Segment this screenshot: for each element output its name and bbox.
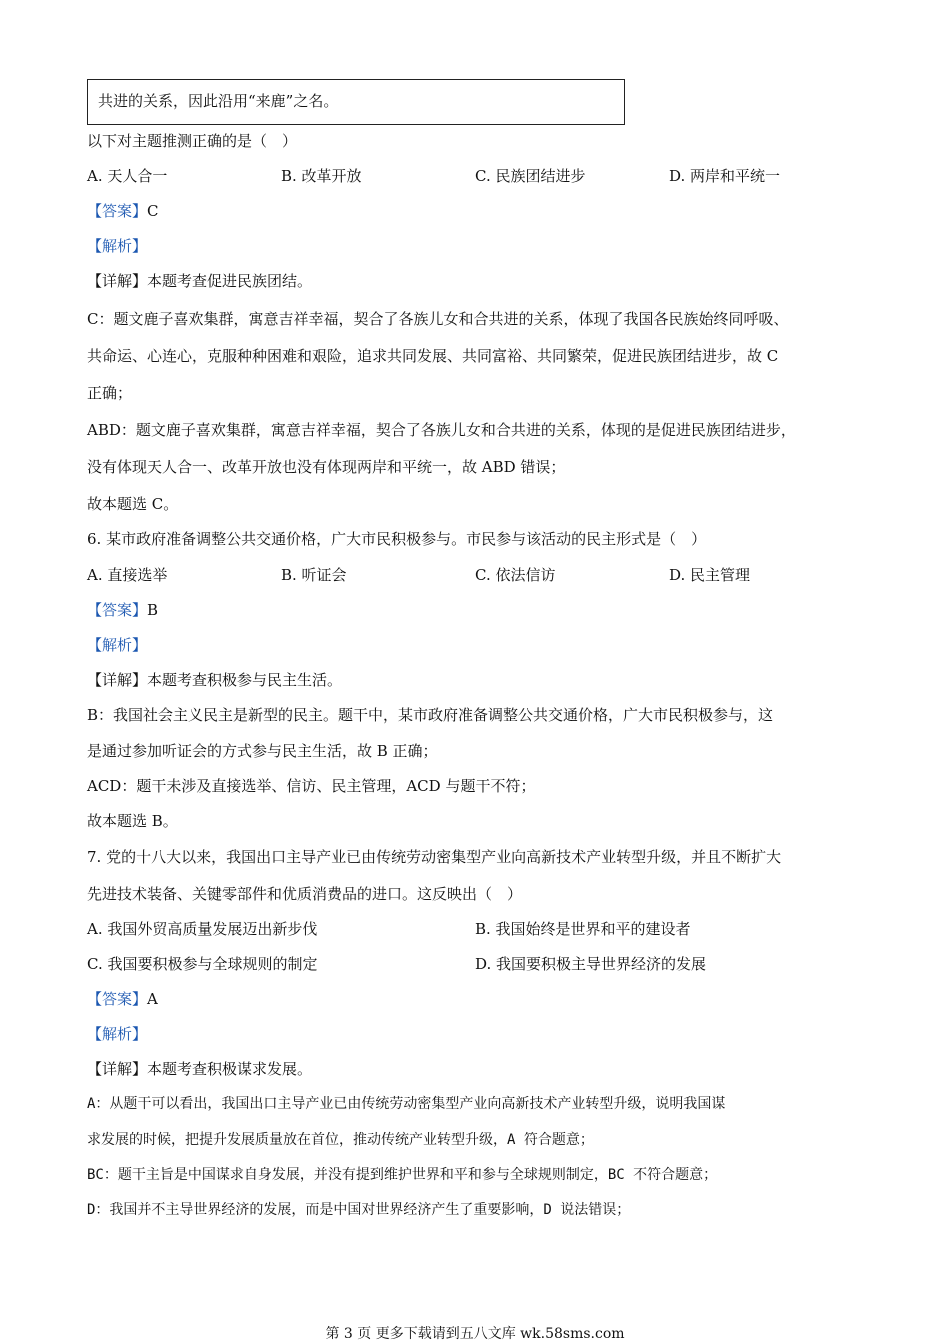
q7-explanation-line: D：我国并不主导世界经济的发展，而是中国对世界经济产生了重要影响，D 说法错误； [87, 1202, 631, 1218]
q5-detail: 本题考查促进民族团结。 [147, 272, 313, 290]
q6-option-c: C. 依法信访 [475, 566, 556, 584]
q7-option-b: B. 我国始终是世界和平的建设者 [475, 920, 691, 938]
q5-explanation-line: C：题文鹿子喜欢集群，寓意吉祥幸福，契合了各族儿女和合共进的关系，体现了我国各民族始终同呼吸、 [87, 310, 789, 328]
q5-detail-line [87, 270, 312, 292]
answer-tag: 【答案】 [87, 990, 148, 1008]
q7-analysis-line [87, 1023, 147, 1045]
q7-detail-line [87, 1058, 312, 1080]
q7-answer-line [87, 988, 158, 1010]
detail-tag: 【详解】 [87, 671, 148, 689]
q5-analysis-line [87, 235, 147, 257]
page-footer: 第 3 页 更多下载请到五八文库 wk.58sms.com [325, 1326, 625, 1342]
q6-answer-line [87, 599, 158, 621]
q5-explanation-line: 正确； [87, 384, 133, 402]
q6-explanation-line: 是通过参加听证会的方式参与民主生活，故 B 正确； [87, 742, 438, 760]
q6-option-d: D. 民主管理 [669, 566, 751, 584]
quoted-text-box [87, 79, 625, 125]
q5-explanation-line: 故本题选 C。 [87, 495, 179, 513]
q5-stem: 以下对主题推测正确的是（ ） [87, 132, 298, 150]
q5-option-b: B. 改革开放 [281, 167, 362, 185]
q7-option-d: D. 我国要积极主导世界经济的发展 [475, 955, 707, 973]
q6-option-b: B. 听证会 [281, 566, 347, 584]
q7-explanation-line: A：从题干可以看出，我国出口主导产业已由传统劳动密集型产业向高新技术产业转型升级，说明我国谋 [87, 1096, 726, 1112]
q7-stem: 7. 党的十八大以来，我国出口主导产业已由传统劳动密集型产业向高新技术产业转型升级，并且不断扩大 [87, 848, 782, 866]
q5-explanation-line: 没有体现天人合一、改革开放也没有体现两岸和平统一，故 ABD 错误； [87, 458, 566, 476]
q7-stem: 先进技术装备、关键零部件和优质消费品的进口。这反映出（ ） [87, 885, 523, 903]
q6-explanation-line: ACD：题干未涉及直接选举、信访、民主管理，ACD 与题干不符； [87, 777, 536, 795]
q6-explanation-line: B：我国社会主义民主是新型的民主。题干中，某市政府准备调整公共交通价格，广大市民积极参与，这 [87, 706, 774, 724]
q6-detail: 本题考查积极参与民主生活。 [147, 671, 343, 689]
q6-detail-line [87, 669, 342, 691]
answer-tag: 【答案】 [87, 601, 148, 619]
analysis-tag: 【解析】 [87, 636, 148, 654]
q5-explanation-line: 共命运、心连心，克服种种困难和艰险，追求共同发展、共同富裕、共同繁荣，促进民族团结进步，故 C [87, 347, 779, 365]
q7-option-a: A. 我国外贸高质量发展迈出新步伐 [87, 920, 318, 938]
q6-explanation-line: 故本题选 B。 [87, 812, 178, 830]
q6-analysis-line [87, 634, 147, 656]
q5-option-a: A. 天人合一 [87, 167, 168, 185]
q5-option-c: C. 民族团结进步 [475, 167, 586, 185]
q5-explanation-line: ABD：题文鹿子喜欢集群，寓意吉祥幸福，契合了各族儿女和合共进的关系，体现的是促进民族团结进步， [87, 421, 796, 439]
box-text: 共进的关系，因此沿用“来鹿”之名。 [98, 92, 339, 110]
q7-answer: A [147, 990, 158, 1008]
q6-option-a: A. 直接选举 [87, 566, 168, 584]
q5-answer-line [87, 200, 159, 222]
q5-option-d: D. 两岸和平统一 [669, 167, 781, 185]
analysis-tag: 【解析】 [87, 237, 148, 255]
detail-tag: 【详解】 [87, 272, 148, 290]
q7-detail: 本题考查积极谋求发展。 [147, 1060, 313, 1078]
q7-explanation-line: 求发展的时候，把提升发展质量放在首位，推动传统产业转型升级，A 符合题意； [87, 1132, 594, 1148]
q5-answer: C [147, 202, 159, 220]
analysis-tag: 【解析】 [87, 1025, 148, 1043]
answer-tag: 【答案】 [87, 202, 148, 220]
q6-answer: B [147, 601, 159, 619]
q7-option-c: C. 我国要积极参与全球规则的制定 [87, 955, 318, 973]
q7-explanation-line: BC：题干主旨是中国谋求自身发展，并没有提到维护世界和平和参与全球规则制定，BC 不符合题意； [87, 1167, 718, 1183]
q6-stem: 6. 某市政府准备调整公共交通价格，广大市民积极参与。市民参与该活动的民主形式是（ ） [87, 530, 707, 548]
detail-tag: 【详解】 [87, 1060, 148, 1078]
